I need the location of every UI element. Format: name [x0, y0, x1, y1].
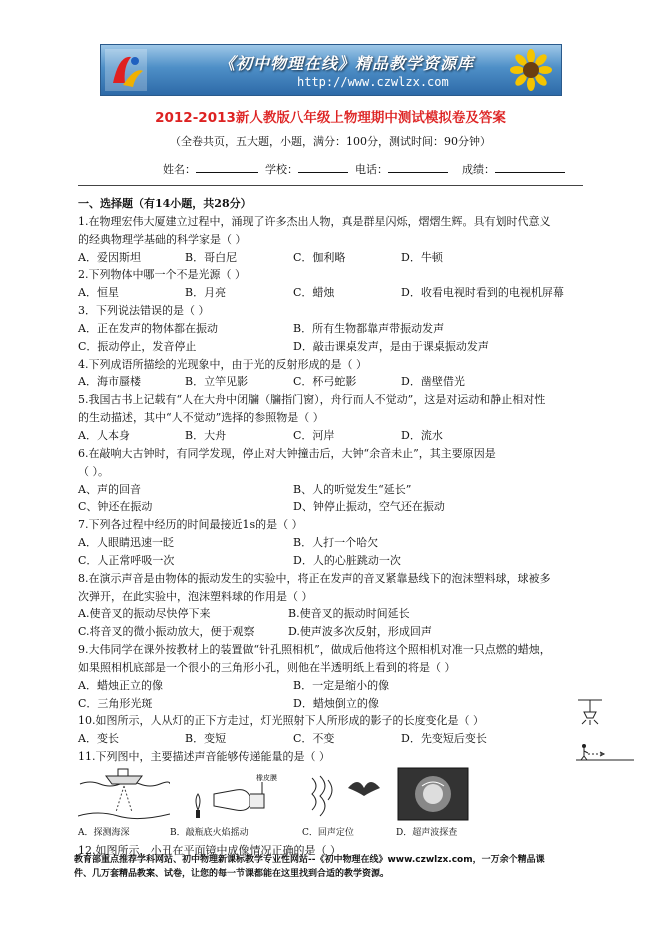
question-3-text: 3．下列说法错误的是（ ） [78, 304, 210, 318]
question-9-options-row-2 [78, 695, 588, 713]
option-b[interactable]: B．大舟 [185, 428, 227, 442]
question-8-options [78, 605, 588, 623]
section-heading: 一、选择题（有14小题，共28分） [78, 197, 252, 210]
option-b[interactable]: B．哥白尼 [185, 250, 238, 264]
question-8-text: 8.在演示声音是由物体的振动发生的实验中，将正在发声的音叉紧靠悬线下的泡沫塑料球，球被多 [78, 571, 551, 585]
option-c[interactable]: C．人正常呼吸一次 [78, 553, 175, 567]
option-a[interactable]: A．人本身 [78, 428, 130, 442]
question-4-options [78, 373, 588, 391]
question-list [78, 195, 588, 860]
question-9-text: 9.大伟同学在课外按教材上的装置做“针孔照相机”，做成后他将这个照相机对准一只点燃的蜡烛， [78, 643, 551, 657]
figure-label-rubber-membrane: 橡皮膜 [256, 774, 277, 782]
option-b[interactable]: B．变短 [185, 732, 227, 746]
question-11-text: 11.下列图中，主要描述声音能够传递能量的是（ ） [78, 750, 330, 764]
score-blank[interactable] [495, 160, 565, 173]
question-10-options [78, 730, 588, 748]
question-8-options-row-2 [78, 623, 588, 641]
question-2-options [78, 284, 588, 302]
phone-label: 电话： [355, 163, 388, 176]
option-c[interactable]: C．振动停止，发音停止 [78, 339, 197, 353]
question-3-options [78, 320, 588, 338]
option-a[interactable]: A．爱因斯坦 [78, 250, 141, 264]
option-d[interactable]: D．蜡烛倒立的像 [293, 696, 379, 710]
question-10-text: 10.如图所示，人从灯的正下方走过，灯光照射下人所形成的影子的长度变化是（ ） [78, 714, 484, 728]
option-d[interactable]: D．牛顿 [401, 250, 443, 264]
question-8-text: 次弹开，在此实验中，泡沫塑料球的作用是（ ） [78, 589, 313, 603]
question-5-text: 的生动描述，其中“人不觉动”选择的参照物是（ ） [78, 411, 324, 425]
option-a[interactable]: A．恒星 [78, 286, 119, 300]
option-d[interactable]: D．先变短后变长 [401, 732, 487, 746]
question-4-text: 4.下列成语所描绘的光现象中，由于光的反射形成的是（ ） [78, 357, 367, 371]
option-b[interactable]: B．所有生物都靠声带振动发声 [293, 321, 445, 335]
page-title: 2012-2013新人教版八年级上物理期中测试模拟卷及答案 [155, 110, 506, 126]
option-d[interactable]: D.使声波多次反射，形成回声 [288, 625, 432, 639]
question-6-text: （ ）。 [78, 464, 109, 478]
question-6-text: 6.在敲响大古钟时，有同学发现，停止对大钟撞击后，大钟“余音未止”，其主要原因是 [78, 446, 496, 460]
question-7-options-row-2 [78, 552, 588, 570]
sunflower-icon [509, 48, 553, 92]
header-divider [78, 185, 583, 186]
page-footer [74, 853, 594, 881]
option-c[interactable]: C．三角形光斑 [78, 696, 153, 710]
name-blank[interactable] [196, 160, 258, 173]
option-c[interactable]: C．蜡烛 [293, 286, 335, 300]
option-d[interactable]: D、钟停止振动，空气还在振动 [293, 500, 445, 514]
question-7-text: 7.下列各过程中经历的时间最接近1s的是（ ） [78, 518, 303, 532]
site-logo-icon [105, 49, 147, 91]
question-1-text: 1.在物理宏伟大厦建立过程中，涌现了许多杰出人物，真是群星闪烁，熠熠生辉。具有划时代意义 [78, 214, 551, 228]
option-d[interactable]: D．流水 [401, 428, 443, 442]
option-c[interactable]: C.将音叉的微小振动放大，便于观察 [78, 625, 255, 639]
option-d[interactable]: D．凿壁借光 [401, 375, 465, 389]
question-6-options [78, 481, 588, 499]
option-b[interactable]: B．立竿见影 [185, 375, 249, 389]
name-label: 姓名： [163, 163, 196, 176]
option-b[interactable]: B．敲瓶底火焰摇动 [170, 828, 249, 838]
question-11-captions [78, 824, 588, 842]
option-b[interactable]: B．一定是缩小的像 [293, 678, 390, 692]
option-d[interactable]: D．人的心脏跳动一次 [293, 553, 401, 567]
question-12-text: 12.如图所示，小丑在平面镜中成像情况正确的是（ ） [78, 844, 341, 857]
bat-echolocation-figure [302, 766, 384, 822]
option-c[interactable]: C．河岸 [293, 428, 335, 442]
option-a[interactable]: A．蜡烛正立的像 [78, 678, 163, 692]
question-1-options [78, 249, 588, 267]
student-info-fields [163, 160, 565, 177]
option-a[interactable]: A．正在发声的物体都在振动 [78, 321, 218, 335]
bottle-flame-figure [178, 766, 290, 822]
option-b[interactable]: B．人打一个哈欠 [293, 536, 379, 550]
lamp-shadow-figure [576, 698, 636, 768]
option-a[interactable]: A.使音叉的振动尽快停下来 [78, 607, 211, 621]
question-6-options-row-2 [78, 498, 588, 516]
option-c[interactable]: C．不变 [293, 732, 335, 746]
option-b[interactable]: B、人的听觉发生“延长” [293, 482, 412, 496]
footer-line: 教育部重点推荐学科网站、初中物理新课标教学专业性网站--《初中物理在线》www.czwlzx.com，一万余个精品课 [74, 855, 545, 865]
banner-title: 《初中物理在线》精品教学资源库 [219, 54, 475, 73]
ultrasound-scan-figure [396, 766, 470, 822]
option-c[interactable]: C、钟还在振动 [78, 500, 153, 514]
option-a[interactable]: A．探测海深 [78, 828, 130, 838]
site-banner [100, 44, 562, 96]
ship-sonar-figure [78, 766, 170, 822]
option-b[interactable]: B．月亮 [185, 286, 227, 300]
question-2-text: 2.下列物体中哪一个不是光源（ ） [78, 268, 246, 282]
option-d[interactable]: D．超声波探查 [396, 828, 458, 838]
question-5-text: 5.我国古书上记载有“人在大舟中闭牖（牖指门窗），舟行而人不觉动”，这是对运动和静止相对性 [78, 393, 546, 407]
question-7-options [78, 534, 588, 552]
question-3-options-row-2 [78, 338, 588, 356]
question-5-options [78, 427, 588, 445]
banner-url[interactable]: http://www.czwlzx.com [297, 75, 449, 89]
option-a[interactable]: A．海市蜃楼 [78, 375, 141, 389]
option-c[interactable]: C．杯弓蛇影 [293, 375, 357, 389]
exam-info: （全卷共页，五大题，小题，满分：100分，测试时间：90分钟） [170, 135, 491, 148]
question-9-text: 如果照相机底部是一个很小的三角形小孔，则他在半透明纸上看到的将是（ ） [78, 660, 456, 674]
option-a[interactable]: A．变长 [78, 732, 119, 746]
option-d[interactable]: D．收看电视时看到的电视机屏幕 [401, 286, 564, 300]
score-label: 成绩： [462, 163, 495, 176]
option-b[interactable]: B.使音叉的振动时间延长 [288, 607, 410, 621]
school-label: 学校： [265, 163, 298, 176]
school-blank[interactable] [298, 160, 348, 173]
option-a[interactable]: A．人眼睛迅速一眨 [78, 536, 174, 550]
option-c[interactable]: C．伽利略 [293, 250, 346, 264]
question-11-figures [78, 766, 588, 824]
footer-line: 件、几万套精品教案、试卷，让您的每一节课都能在这里找到合适的教学资源。 [74, 869, 390, 879]
option-c[interactable]: C．回声定位 [302, 828, 354, 838]
question-9-options [78, 677, 588, 695]
question-1-text: 的经典物理学基础的科学家是（ ） [78, 232, 247, 246]
option-a[interactable]: A、声的回音 [78, 482, 141, 496]
phone-blank[interactable] [388, 160, 448, 173]
option-d[interactable]: D．敲击课桌发声，是由于课桌振动发声 [293, 339, 489, 353]
